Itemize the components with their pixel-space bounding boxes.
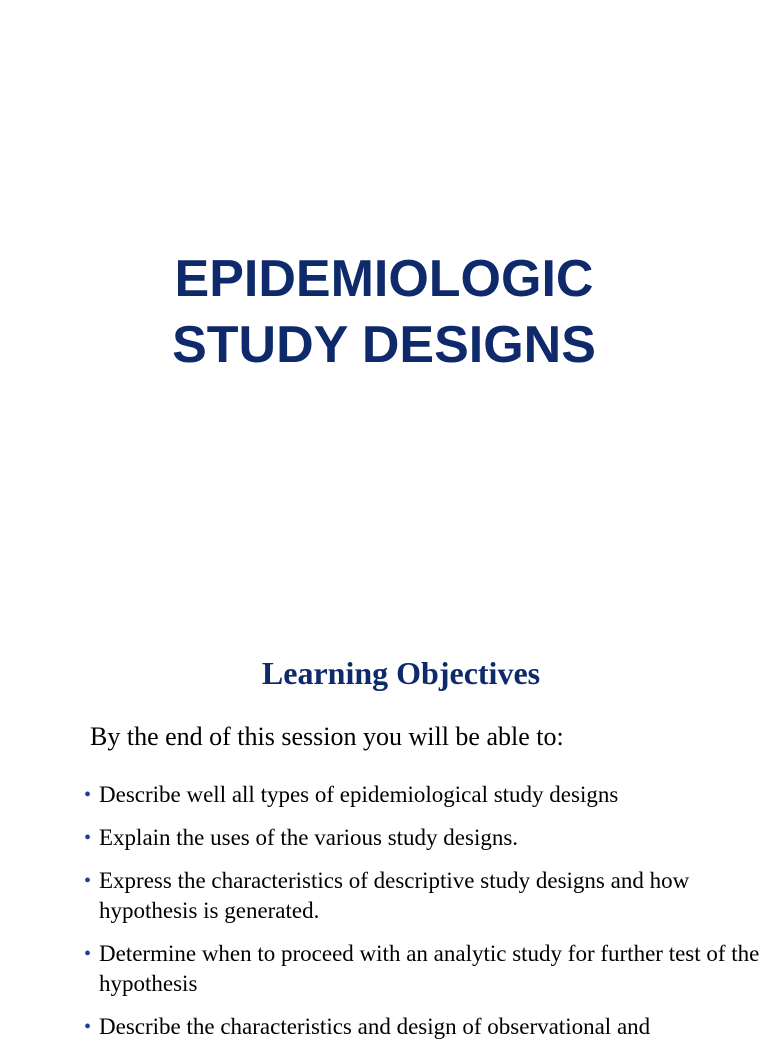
bullet-icon: •	[84, 1016, 92, 1038]
objective-text: Explain the uses of the various study designs.	[99, 825, 519, 850]
slide-title-line-1: EPIDEMIOLOGIC	[174, 250, 594, 308]
objective-item	[84, 939, 764, 999]
objective-text: Express the characteristics of descriptive study designs and how hypothesis is generated.	[99, 868, 690, 923]
objective-item	[84, 1012, 764, 1042]
objective-item	[84, 823, 764, 853]
objective-item	[84, 780, 764, 810]
objective-text: Describe the characteristics and design of observational and	[99, 1014, 651, 1039]
objective-text: Describe well all types of epidemiological study designs	[99, 782, 619, 807]
bullet-icon: •	[84, 870, 92, 892]
slide-title	[0, 246, 768, 378]
objective-text: Determine when to proceed with an analytic study for further test of the hypothesis	[99, 941, 760, 996]
bullet-icon: •	[84, 827, 92, 849]
objective-item	[84, 866, 764, 926]
objectives-list	[84, 780, 764, 1055]
bullet-icon: •	[84, 784, 92, 806]
objectives-intro: By the end of this session you will be able to:	[90, 722, 564, 751]
slide-title-line-2: STUDY DESIGNS	[172, 316, 596, 374]
bullet-icon: •	[84, 943, 92, 965]
objectives-heading: Learning Objectives	[261, 655, 541, 691]
